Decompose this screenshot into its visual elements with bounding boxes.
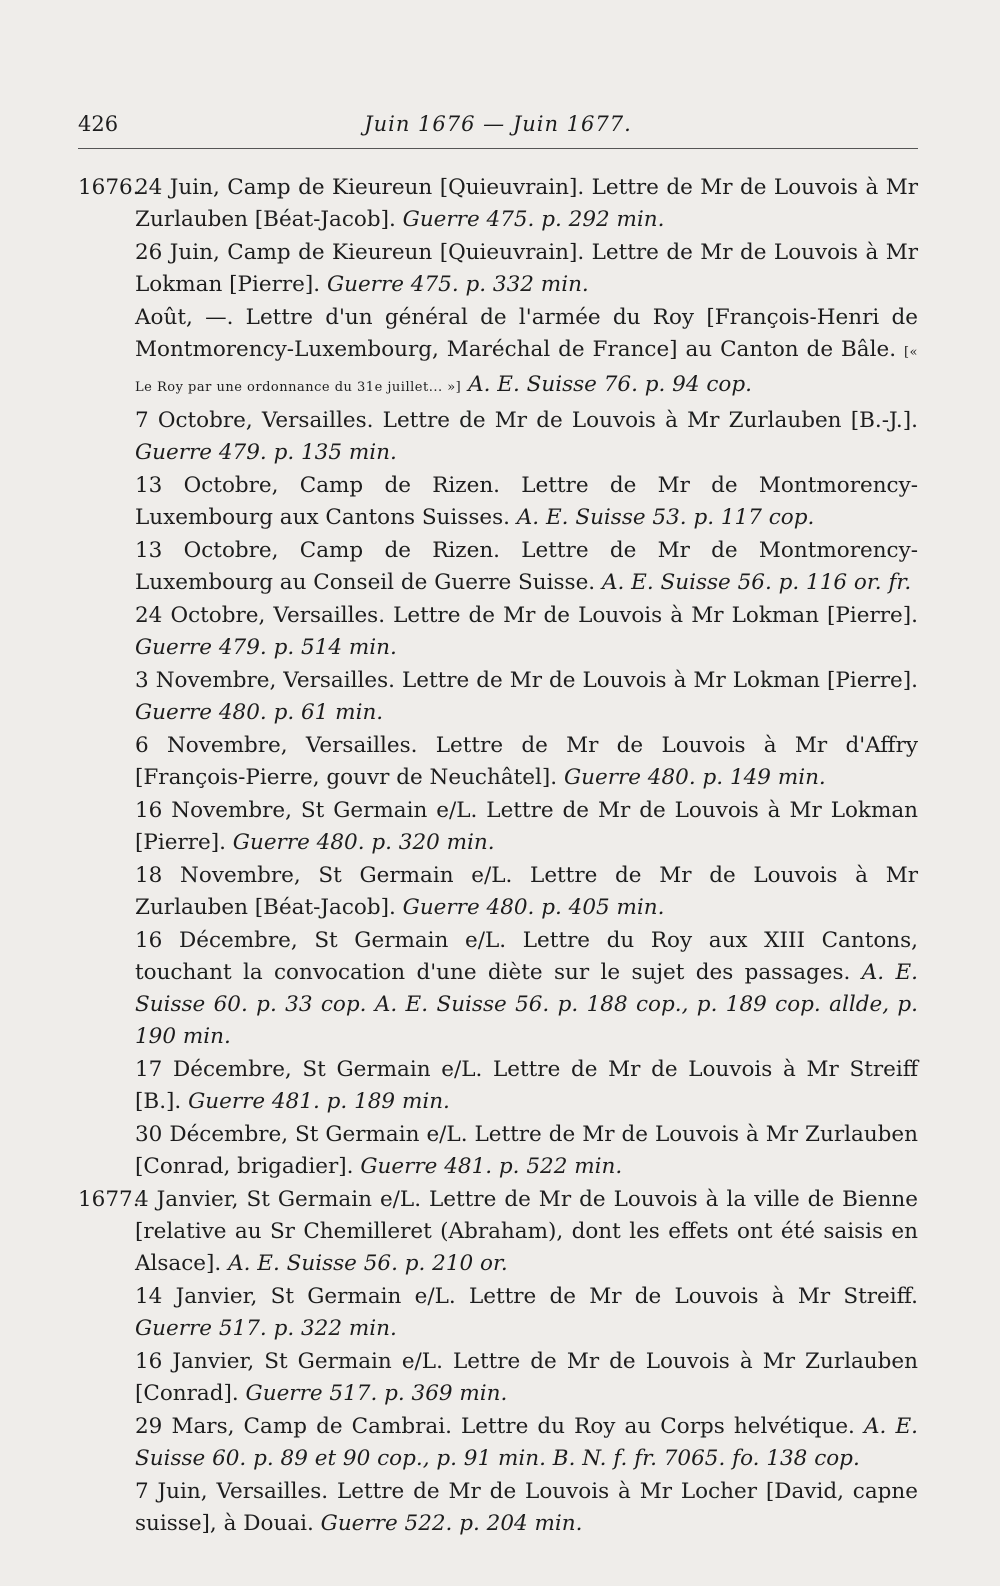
entry-text: 24 Octobre, Versailles. Lettre de Mr de Louvois à Mr Lokman [Pierre]. [135,603,918,628]
entry-year: 1677. [78,1187,140,1212]
entry-reference: A. E. Suisse 60. p. 33 cop. A. E. Suisse 56. p. 188 cop., p. 189 cop. allde, p. 190 min. [135,960,918,1049]
entry-text: 18 Novembre, St Germain e/L. Lettre de Mr de Louvois à Mr Zurlauben [Béat-Jacob]. [135,863,918,920]
entry-quote: [« Le Roy par une ordonnance du 31e juillet... »] [135,345,918,395]
entry-reference: Guerre 481. p. 189 min. [188,1089,450,1114]
calendar-entry [78,730,918,794]
page-number: 426 [78,112,119,136]
calendar-entry [78,1476,918,1540]
calendar-entry [78,470,918,534]
entry-text: 16 Décembre, St Germain e/L. Lettre du Roy aux XIII Cantons, touchant la convocation d'une diète sur le sujet des passages. [135,928,918,985]
calendar-entry [78,1054,918,1118]
entry-text: 4 Janvier, St Germain e/L. Lettre de Mr de Louvois à la ville de Bienne [relative au Sr Chemilleret (Abraham), dont les effets ont été saisis en Alsace]. [135,1187,918,1276]
entry-text: 24 Juin, Camp de Kieureun [Quieuvrain]. Lettre de Mr de Louvois à Mr Zurlauben [Béat-Jacob]. [135,175,918,232]
entry-reference: A. E. Suisse 56. p. 116 or. fr. [601,570,912,595]
calendar-entry [78,860,918,924]
calendar-entry [78,1411,918,1475]
calendar-entry [78,1281,918,1345]
entry-reference: Guerre 475. p. 332 min. [326,272,589,297]
entry-reference: Guerre 517. p. 369 min. [245,1381,508,1406]
calendar-entry [78,237,918,301]
calendar-entry [78,925,918,1053]
entry-year: 1676. [78,175,140,200]
entry-reference: Guerre 480. p. 320 min. [232,830,495,855]
entry-reference: A. E. Suisse 53. p. 117 cop. [516,505,815,530]
entry-reference: Guerre 479. p. 514 min. [135,635,397,660]
calendar-entry [78,795,918,859]
calendar-entry [78,302,918,404]
entry-text: 26 Juin, Camp de Kieureun [Quieuvrain]. Lettre de Mr de Louvois à Mr Lokman [Pierre]. [135,240,918,297]
entry-text: 29 Mars, Camp de Cambrai. Lettre du Roy au Corps helvétique. [135,1414,864,1439]
entry-text: 3 Novembre, Versailles. Lettre de Mr de Louvois à Mr Lokman [Pierre]. [135,668,918,693]
entry-text: 6 Novembre, Versailles. Lettre de Mr de Louvois à Mr d'Affry [François-Pierre, gouvr de Neuchâtel]. [135,733,918,790]
entry-text: 13 Octobre, Camp de Rizen. Lettre de Mr de Montmorency-Luxembourg aux Cantons Suisses. [135,473,918,530]
entry-text: 16 Novembre, St Germain e/L. Lettre de Mr de Louvois à Mr Lokman [Pierre]. [135,798,918,855]
entry-reference: A. E. Suisse 60. p. 89 et 90 cop., p. 91 min. B. N. f. fr. 7065. fo. 138 cop. [135,1414,918,1471]
entry-text: 16 Janvier, St Germain e/L. Lettre de Mr de Louvois à Mr Zurlauben [Conrad]. [135,1349,918,1406]
calendar-entry [78,665,918,729]
entry-reference: Guerre 480. p. 149 min. [563,765,826,790]
entry-text: 30 Décembre, St Germain e/L. Lettre de Mr de Louvois à Mr Zurlauben [Conrad, brigadier]. [135,1122,918,1179]
calendar-entry [78,172,918,236]
calendar-entry [78,405,918,469]
entry-list [78,172,918,1541]
entry-reference: A. E. Suisse 76. p. 94 cop. [461,372,752,397]
entry-text: 7 Juin, Versailles. Lettre de Mr de Louvois à Mr Locher [David, capne suisse], à Douai. [135,1479,918,1536]
entry-reference: Guerre 480. p. 405 min. [402,895,665,920]
running-title: Juin 1676 — Juin 1677. [364,112,632,136]
entry-reference: Guerre 522. p. 204 min. [320,1511,583,1536]
calendar-entry [78,1346,918,1410]
entry-reference: Guerre 475. p. 292 min. [402,207,665,232]
entry-reference: A. E. Suisse 56. p. 210 or. [228,1251,508,1276]
calendar-entry [78,535,918,599]
header-rule [78,148,918,149]
calendar-entry [78,1184,918,1280]
entry-text: 13 Octobre, Camp de Rizen. Lettre de Mr de Montmorency-Luxembourg au Conseil de Guerre Suisse. [135,538,918,595]
calendar-entry [78,600,918,664]
entry-text: 17 Décembre, St Germain e/L. Lettre de Mr de Louvois à Mr Streiff [B.]. [135,1057,918,1114]
calendar-entry [78,1119,918,1183]
entry-reference: Guerre 480. p. 61 min. [135,700,384,725]
page-header [78,112,918,144]
entry-text: 14 Janvier, St Germain e/L. Lettre de Mr de Louvois à Mr Streiff. [135,1284,918,1309]
entry-reference: Guerre 517. p. 322 min. [135,1316,397,1341]
entry-text: Août, —. Lettre d'un général de l'armée du Roy [François-Henri de Montmorency-Luxembourg, Maréchal de France] au Canton de Bâle. [135,305,918,362]
entry-reference: Guerre 479. p. 135 min. [135,440,397,465]
entry-reference: Guerre 481. p. 522 min. [360,1154,623,1179]
entry-text: 7 Octobre, Versailles. Lettre de Mr de Louvois à Mr Zurlauben [B.-J.]. [135,408,918,433]
